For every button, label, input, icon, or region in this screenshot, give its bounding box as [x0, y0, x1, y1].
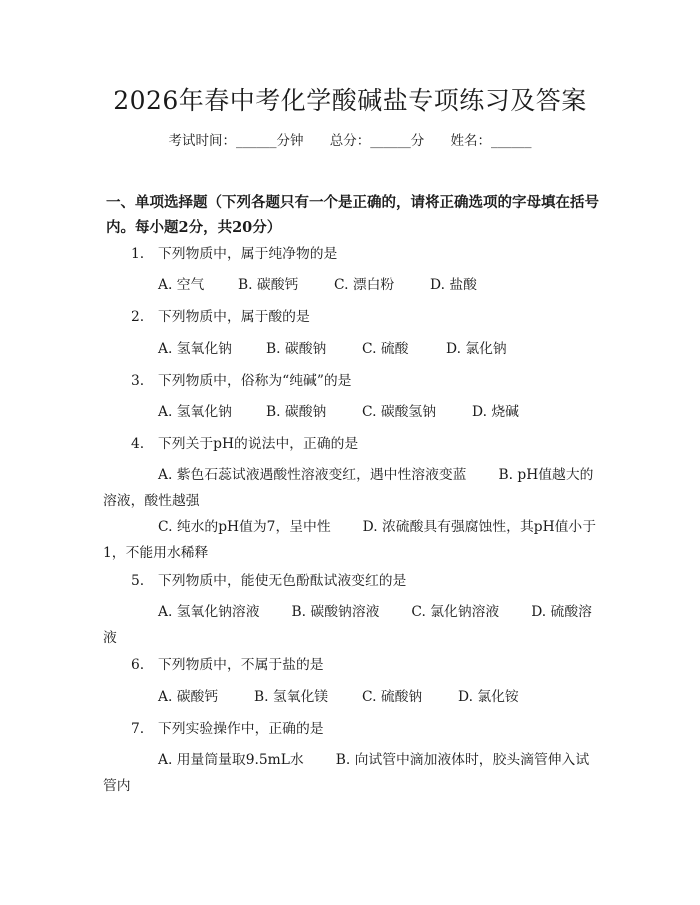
- option-a: A. 碳酸钙: [158, 689, 219, 705]
- option-c: C. 硫酸钠: [362, 689, 423, 705]
- option-a: A. 用量筒量取9.5mL水: [158, 752, 304, 768]
- time-label: 考试时间：: [168, 133, 236, 149]
- exam-info-line: [0, 131, 700, 151]
- name-blank: ______: [491, 133, 532, 149]
- question-number: 5.: [131, 573, 145, 589]
- question-text: 下列关于pH的说法中，正确的是: [158, 436, 359, 452]
- option-b: B. 碳酸钙: [238, 277, 299, 293]
- option-d: D. 盐酸: [430, 277, 477, 293]
- question-4-options-cd: [103, 514, 598, 566]
- option-a: A. 氢氧化钠: [158, 341, 232, 357]
- score-blank: ______: [370, 133, 411, 149]
- option-c: C. 氯化钠溶液: [411, 604, 500, 620]
- question-4-options-ab: [103, 462, 598, 514]
- question-number: 3.: [131, 373, 145, 389]
- question-number: 6.: [131, 657, 145, 673]
- question-4-stem: [131, 434, 591, 454]
- question-7-stem: [131, 719, 591, 739]
- option-b: B. 碳酸钠: [266, 404, 327, 420]
- option-b: B. 氢氧化镁: [254, 689, 329, 705]
- option-b: B. 碳酸钠溶液: [291, 604, 380, 620]
- question-number: 2.: [131, 309, 145, 325]
- option-c: C. 硫酸: [362, 341, 409, 357]
- time-blank: ______: [235, 133, 277, 149]
- question-2-options: [158, 339, 608, 359]
- question-7-options: [103, 747, 598, 799]
- question-number: 1.: [131, 246, 145, 262]
- question-6-stem: [131, 655, 591, 675]
- option-a: A. 空气: [158, 277, 205, 293]
- page-title: 2026年春中考化学酸碱盐专项练习及答案: [113, 86, 587, 115]
- option-d: D. 硫酸溶液: [103, 604, 592, 646]
- score-label: 总分：: [329, 133, 371, 149]
- question-1-stem: [131, 244, 591, 264]
- question-text: 下列物质中，属于纯净物的是: [158, 246, 338, 262]
- score-unit: 分: [410, 133, 425, 149]
- question-number: 4.: [131, 436, 145, 452]
- question-text: 下列物质中，属于酸的是: [158, 309, 310, 325]
- time-unit: 分钟: [276, 133, 304, 149]
- option-d: D. 烧碱: [472, 404, 519, 420]
- question-2-stem: [131, 307, 591, 327]
- option-a: A. 氢氧化钠溶液: [158, 604, 260, 620]
- section-heading: 一、单项选择题（下列各题只有一个是正确的，请将正确选项的字母填在括号内。每小题2分，共20分）: [106, 194, 599, 236]
- question-1-options: [158, 275, 608, 295]
- option-c: C. 纯水的pH值为7，呈中性: [158, 519, 331, 535]
- option-a: A. 氢氧化钠: [158, 404, 232, 420]
- option-b: B. 碳酸钠: [266, 341, 327, 357]
- question-5-options: [103, 599, 598, 651]
- question-3-options: [158, 402, 608, 422]
- question-6-options: [158, 687, 608, 707]
- question-text: 下列物质中，能使无色酚酞试液变红的是: [158, 573, 407, 589]
- name-label: 姓名：: [450, 133, 492, 149]
- question-number: 7.: [131, 721, 145, 737]
- question-3-stem: [131, 371, 591, 391]
- option-a: A. 紫色石蕊试液遇酸性溶液变红，遇中性溶液变蓝: [158, 467, 467, 483]
- option-d: D. 氯化铵: [458, 689, 519, 705]
- option-b: B. 向试管中滴加液体时，胶头滴管伸入试管内: [103, 752, 590, 794]
- question-text: 下列物质中，不属于盐的是: [158, 657, 324, 673]
- question-5-stem: [131, 571, 591, 591]
- question-text: 下列实验操作中，正确的是: [158, 721, 324, 737]
- option-d: D. 氯化钠: [446, 341, 507, 357]
- option-c: C. 碳酸氢钠: [362, 404, 437, 420]
- question-text: 下列物质中，俗称为“纯碱”的是: [158, 373, 352, 389]
- option-d: D. 浓硫酸具有强腐蚀性，其pH值小于1，不能用水稀释: [103, 519, 597, 561]
- option-b: B. pH值越大的溶液，酸性越强: [103, 467, 594, 509]
- option-c: C. 漂白粉: [334, 277, 395, 293]
